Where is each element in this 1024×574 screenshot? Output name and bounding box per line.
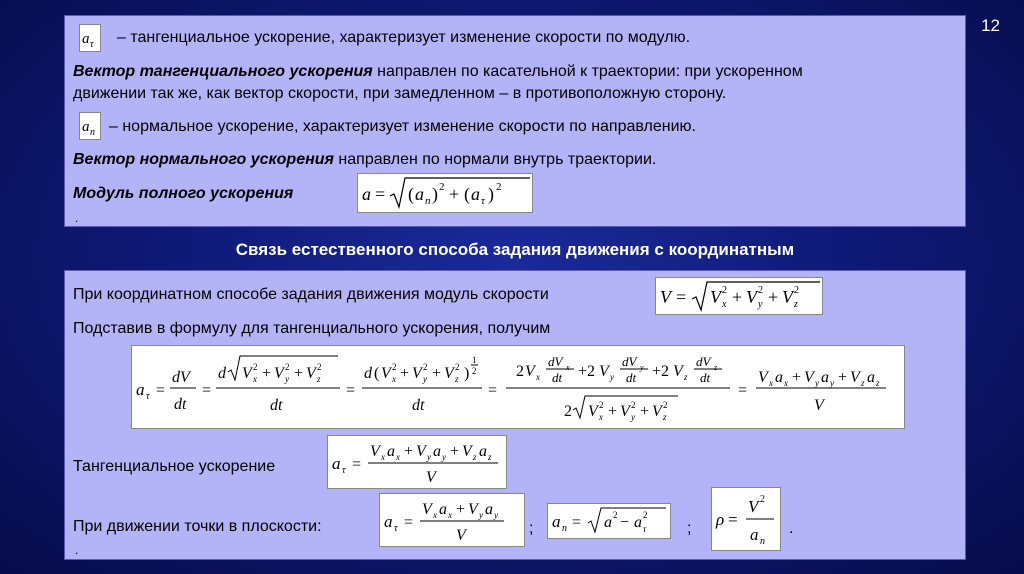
svg-text:2: 2 xyxy=(439,181,445,193)
plane-normal-formula xyxy=(547,503,671,539)
tangential-derivation-formula xyxy=(131,345,905,429)
svg-text:+: + xyxy=(732,287,743,307)
svg-text:2: 2 xyxy=(423,362,428,372)
svg-text:V: V xyxy=(370,443,380,460)
svg-text:V: V xyxy=(306,365,316,382)
svg-text:+: + xyxy=(838,369,848,386)
svg-text:dt: dt xyxy=(412,397,425,414)
svg-text:2: 2 xyxy=(317,362,322,372)
tangential-result-formula xyxy=(327,435,507,489)
svg-text:V: V xyxy=(444,365,454,382)
separator-2: ; xyxy=(687,520,692,537)
svg-text:): ) xyxy=(464,365,470,382)
svg-text:+: + xyxy=(608,403,618,420)
svg-text:dV: dV xyxy=(622,354,637,369)
svg-text:τ: τ xyxy=(342,465,346,476)
a-n-symbol xyxy=(79,112,101,140)
svg-text:a: a xyxy=(136,380,145,399)
svg-text:V: V xyxy=(525,363,535,380)
svg-text:2: 2 xyxy=(496,181,502,193)
svg-text:=: = xyxy=(346,382,356,399)
svg-text:V: V xyxy=(710,287,721,307)
svg-text:=: = xyxy=(488,382,498,399)
svg-text:x: x xyxy=(566,363,570,372)
svg-text:V: V xyxy=(422,501,432,518)
plane-motion-text: При движении точки в плоскости: xyxy=(73,518,322,535)
svg-text:a: a xyxy=(479,443,487,460)
svg-text:a: a xyxy=(485,501,493,518)
tangential-vector-line-1 xyxy=(73,62,803,82)
speed-formula xyxy=(655,277,823,315)
svg-text:(: ( xyxy=(374,365,380,382)
svg-text:2: 2 xyxy=(760,494,765,505)
svg-text:=: = xyxy=(728,510,738,529)
top-panel xyxy=(64,15,966,227)
svg-text:z: z xyxy=(684,372,688,382)
svg-text:a: a xyxy=(82,119,90,135)
svg-text:y: y xyxy=(631,412,635,422)
end-dot: . xyxy=(789,520,794,537)
svg-text:x: x xyxy=(448,510,452,520)
svg-text:2: 2 xyxy=(392,362,397,372)
svg-text:y: y xyxy=(758,299,763,310)
svg-text:): ) xyxy=(432,184,438,204)
svg-text:a: a xyxy=(750,525,759,544)
section-heading: Связь естественного способа задания движения с координатным xyxy=(235,240,795,259)
svg-text:2: 2 xyxy=(613,510,618,520)
normal-vector-label: Вектор нормального ускорения xyxy=(73,151,334,168)
svg-text:x: x xyxy=(784,378,788,388)
svg-text:2: 2 xyxy=(516,363,524,380)
svg-text:n: n xyxy=(562,523,567,534)
svg-text:V: V xyxy=(652,403,662,420)
svg-text:=: = xyxy=(404,514,414,531)
svg-text:x: x xyxy=(536,372,540,382)
svg-text:a: a xyxy=(471,184,480,204)
svg-text:−: − xyxy=(620,514,630,531)
svg-text:=: = xyxy=(202,382,212,399)
speed-text: При координатном способе задания движения модуль скорости xyxy=(73,286,549,303)
svg-text:y: y xyxy=(640,363,644,372)
svg-text:+2: +2 xyxy=(652,363,670,380)
svg-text:V: V xyxy=(814,397,824,414)
svg-text:=: = xyxy=(572,514,582,531)
svg-text:V: V xyxy=(381,365,391,382)
svg-text:(: ( xyxy=(408,184,414,204)
tangential-text: – тангенциальное ускорение, характеризует изменение скорости по модулю. xyxy=(117,29,691,46)
svg-text:2: 2 xyxy=(285,362,290,372)
curvature-radius-formula xyxy=(711,487,781,551)
svg-text:dt: dt xyxy=(700,370,711,385)
svg-text:τ: τ xyxy=(90,39,94,50)
svg-text:V: V xyxy=(620,403,630,420)
svg-text:z: z xyxy=(876,378,880,388)
svg-text:1: 1 xyxy=(472,355,477,365)
svg-text:d: d xyxy=(218,365,226,382)
svg-text:V: V xyxy=(599,363,609,380)
svg-text:+: + xyxy=(792,369,802,386)
svg-text:x: x xyxy=(392,374,396,384)
svg-text:a: a xyxy=(433,443,441,460)
svg-text:y: y xyxy=(479,510,483,520)
svg-text:n: n xyxy=(90,127,95,138)
svg-text:a: a xyxy=(362,184,371,204)
normal-text: – нормальное ускорение, характеризует изменение скорости по направлению. xyxy=(109,118,696,135)
svg-text:x: x xyxy=(599,412,603,422)
normal-vector-text: направлен по нормали внутрь траектории. xyxy=(333,151,657,168)
svg-text:dV: dV xyxy=(172,369,190,386)
svg-text:2: 2 xyxy=(663,400,668,410)
svg-text:2: 2 xyxy=(455,362,460,372)
svg-text:y: y xyxy=(815,378,819,388)
svg-text:dt: dt xyxy=(174,396,187,413)
svg-text:2: 2 xyxy=(794,285,799,296)
svg-text:+: + xyxy=(449,184,460,204)
separator-1: ; xyxy=(529,520,534,537)
svg-text:z: z xyxy=(861,378,865,388)
slide-number: 12 xyxy=(981,16,1000,35)
svg-text:y: y xyxy=(427,452,431,462)
svg-text:τ: τ xyxy=(481,195,485,207)
svg-text:V: V xyxy=(850,369,860,386)
svg-text:a: a xyxy=(82,31,90,47)
svg-text:z: z xyxy=(794,299,798,310)
tangential-vector-label: Вектор тангенциального ускорения xyxy=(73,63,373,80)
svg-text:a: a xyxy=(384,512,393,531)
svg-text:=: = xyxy=(738,382,748,399)
svg-text:a: a xyxy=(415,184,424,204)
svg-text:V: V xyxy=(758,369,768,386)
svg-text:y: y xyxy=(442,452,446,462)
svg-text:+: + xyxy=(294,365,304,382)
svg-text:dV: dV xyxy=(548,354,563,369)
svg-text:=: = xyxy=(375,184,386,204)
svg-text:x: x xyxy=(396,452,400,462)
svg-text:τ: τ xyxy=(643,524,647,534)
svg-text:z: z xyxy=(317,374,321,384)
svg-text:a: a xyxy=(387,443,395,460)
svg-text:τ: τ xyxy=(394,523,398,534)
bottom-panel xyxy=(64,270,966,560)
svg-text:x: x xyxy=(722,299,727,310)
svg-text:a: a xyxy=(552,512,561,531)
svg-text:n: n xyxy=(425,195,431,207)
svg-text:+: + xyxy=(640,403,650,420)
svg-text:+: + xyxy=(768,287,779,307)
svg-text:2: 2 xyxy=(758,285,763,296)
svg-text:2: 2 xyxy=(253,362,258,372)
svg-text:V: V xyxy=(748,497,759,516)
svg-text:V: V xyxy=(456,527,466,544)
svg-text:y: y xyxy=(285,374,289,384)
svg-text:dt: dt xyxy=(626,370,637,385)
svg-text:2: 2 xyxy=(722,285,727,296)
svg-text:d: d xyxy=(364,365,372,382)
svg-text:z: z xyxy=(488,452,492,462)
svg-text:=: = xyxy=(676,287,687,307)
svg-text:+: + xyxy=(404,443,414,460)
svg-text:z: z xyxy=(663,412,667,422)
svg-text:=: = xyxy=(352,456,362,473)
svg-text:V: V xyxy=(660,287,671,307)
svg-text:n: n xyxy=(760,536,765,547)
svg-text:x: x xyxy=(381,452,385,462)
svg-text:V: V xyxy=(468,501,478,518)
svg-text:2: 2 xyxy=(631,400,636,410)
svg-text:V: V xyxy=(804,369,814,386)
svg-text:V: V xyxy=(412,365,422,382)
svg-text:τ: τ xyxy=(146,391,150,402)
svg-text:2: 2 xyxy=(643,510,648,520)
svg-text:y: y xyxy=(423,374,427,384)
svg-text:2: 2 xyxy=(472,366,477,376)
svg-text:x: x xyxy=(769,378,773,388)
svg-text:dt: dt xyxy=(270,397,283,414)
svg-text:z: z xyxy=(714,363,718,372)
svg-text:+: + xyxy=(450,443,460,460)
bottom-dot: . xyxy=(75,543,79,557)
svg-text:y: y xyxy=(610,372,614,382)
svg-text:x: x xyxy=(253,374,257,384)
svg-text:a: a xyxy=(634,514,642,531)
svg-text:V: V xyxy=(274,365,284,382)
svg-text:2: 2 xyxy=(599,400,604,410)
svg-text:z: z xyxy=(473,452,477,462)
svg-text:a: a xyxy=(867,369,875,386)
svg-text:+: + xyxy=(456,501,466,518)
tangential-vector-line-2: движении так же, как вектор скорости, при замедленном – в противоположную сторону. xyxy=(73,85,727,102)
svg-text:V: V xyxy=(588,403,598,420)
svg-text:V: V xyxy=(426,469,436,486)
substitution-text: Подставив в формулу для тангенциального ускорения, получим xyxy=(73,320,551,337)
svg-text:+: + xyxy=(432,365,442,382)
svg-text:V: V xyxy=(242,365,252,382)
svg-text:): ) xyxy=(488,184,494,204)
svg-text:x: x xyxy=(433,510,437,520)
svg-text:+2: +2 xyxy=(578,363,596,380)
svg-text:a: a xyxy=(332,454,341,473)
svg-text:2: 2 xyxy=(564,403,572,420)
svg-text:y: y xyxy=(494,510,498,520)
svg-text:(: ( xyxy=(464,184,470,204)
tangential-vector-text: направлен по касательной к траектории: при ускоренном xyxy=(372,63,803,80)
svg-text:=: = xyxy=(156,382,166,399)
a-tau-symbol xyxy=(79,24,101,52)
svg-text:a: a xyxy=(775,369,783,386)
full-acceleration-formula xyxy=(357,173,533,213)
svg-text:a: a xyxy=(604,514,612,531)
svg-text:V: V xyxy=(462,443,472,460)
top-dot: . xyxy=(75,211,79,225)
svg-text:+: + xyxy=(262,365,272,382)
plane-tangential-formula xyxy=(379,493,525,547)
svg-text:a: a xyxy=(439,501,447,518)
svg-text:V: V xyxy=(782,287,793,307)
svg-text:y: y xyxy=(830,378,834,388)
svg-text:dV: dV xyxy=(696,354,711,369)
svg-text:dt: dt xyxy=(552,370,563,385)
full-modulus-label: Модуль полного ускорения xyxy=(73,185,294,202)
svg-text:z: z xyxy=(455,374,459,384)
svg-text:V: V xyxy=(673,363,683,380)
svg-text:+: + xyxy=(400,365,410,382)
tangential-result-text: Тангенциальное ускорение xyxy=(73,458,276,475)
svg-text:a: a xyxy=(821,369,829,386)
svg-text:ρ: ρ xyxy=(716,510,725,529)
normal-vector-line xyxy=(73,150,656,170)
svg-text:V: V xyxy=(416,443,426,460)
svg-text:V: V xyxy=(746,287,757,307)
